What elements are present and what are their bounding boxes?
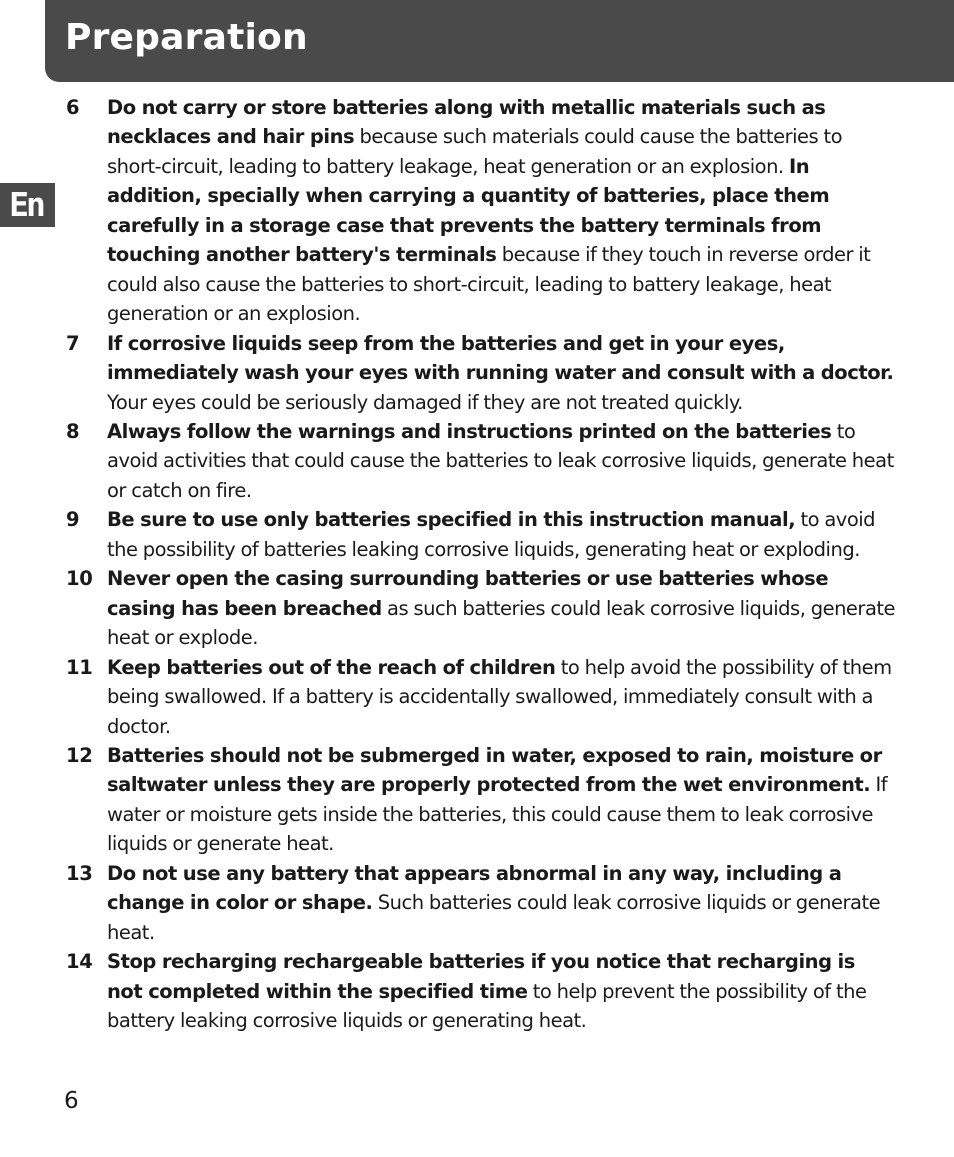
warning-item-number: 8 bbox=[66, 419, 80, 443]
warning-item-number: 6 bbox=[66, 96, 80, 119]
warning-item-text bbox=[107, 859, 896, 947]
warning-detail-text: because such materials could cause the batteries to short-circuit, leading to battery leakage, heat generation or an explosion. bbox=[107, 125, 843, 178]
warning-item-number: 11 bbox=[66, 655, 93, 679]
language-tab bbox=[0, 183, 55, 227]
page-title: Preparation bbox=[65, 17, 308, 58]
warning-detail-text: to help avoid the possibility of them being swallowed. If a battery is accidentally swallowed, immediately consult with a doctor. bbox=[107, 655, 892, 738]
warning-detail-text: to avoid the possibility of batteries leaking corrosive liquids, generating heat or exploding. bbox=[107, 508, 876, 561]
warning-item bbox=[66, 505, 896, 564]
warning-item-number: 12 bbox=[66, 743, 93, 767]
warning-item bbox=[66, 93, 896, 329]
warning-emphasis-text: Do not use any battery that appears abnormal in any way, including a change in color or shape. bbox=[107, 861, 842, 915]
warning-item-text bbox=[107, 417, 896, 505]
warning-detail-text: Your eyes could be seriously damaged if they are not treated quickly. bbox=[107, 390, 743, 414]
warning-emphasis-text: Batteries should not be submerged in water, exposed to rain, moisture or saltwater unless they are properly protected from the wet environment. bbox=[107, 743, 882, 797]
warning-item bbox=[66, 653, 896, 741]
warning-item bbox=[66, 417, 896, 505]
warning-emphasis-text: If corrosive liquids seep from the batteries and get in your eyes, immediately wash your eyes with running water and consult with a doctor. bbox=[107, 331, 894, 385]
warning-item-number: 13 bbox=[66, 861, 93, 885]
warning-item-text bbox=[107, 93, 896, 329]
warning-item-text bbox=[107, 564, 896, 652]
warning-item-number: 14 bbox=[66, 950, 93, 974]
warning-item bbox=[66, 329, 896, 417]
warning-item-number: 9 bbox=[66, 508, 80, 532]
warning-detail-text: Such batteries could leak corrosive liquids or generate heat. bbox=[107, 891, 881, 944]
warning-item-number: 10 bbox=[66, 567, 93, 591]
header-bar bbox=[45, 0, 954, 82]
warning-list bbox=[66, 93, 896, 1036]
warning-detail-text: to avoid activities that could cause the batteries to leak corrosive liquids, generate heat or catch on fire. bbox=[107, 419, 894, 502]
warning-item-text bbox=[107, 947, 896, 1035]
page-number: 6 bbox=[64, 1088, 79, 1114]
warning-item bbox=[66, 947, 896, 1035]
warning-item-text bbox=[107, 741, 896, 859]
warning-detail-text: If water or moisture gets inside the batteries, this could cause them to leak corrosive liquids or generate heat. bbox=[107, 773, 888, 856]
warning-emphasis-text: Never open the casing surrounding batteries or use batteries whose casing has been breached bbox=[107, 567, 829, 620]
warning-emphasis-text: Always follow the warnings and instructions printed on the batteries bbox=[107, 419, 832, 443]
warning-detail-text: to help prevent the possibility of the battery leaking corrosive liquids or generating heat. bbox=[107, 979, 867, 1033]
warning-item-text bbox=[107, 653, 896, 741]
warning-emphasis-text: Keep batteries out of the reach of children bbox=[107, 655, 556, 679]
warning-detail-text: as such batteries could leak corrosive liquids, generate heat or explode. bbox=[107, 596, 896, 650]
warning-item-text bbox=[107, 505, 896, 564]
warning-emphasis-text: In addition, specially when carrying a quantity of batteries, place them carefully in a storage case that prevents the battery terminals from touching another battery's terminals bbox=[107, 154, 830, 267]
warning-emphasis-text: Stop recharging rechargeable batteries if you notice that recharging is not completed within the specified time bbox=[107, 950, 855, 1003]
warning-item bbox=[66, 741, 896, 859]
language-tab-label: En bbox=[9, 185, 43, 224]
warning-detail-text: because if they touch in reverse order it could also cause the batteries to short-circuit, leading to battery leakage, heat generation or an explosion. bbox=[107, 243, 871, 326]
warning-emphasis-text: Do not carry or store batteries along with metallic materials such as necklaces and hair pins bbox=[107, 96, 826, 149]
warning-item-number: 7 bbox=[66, 331, 80, 355]
warning-item bbox=[66, 859, 896, 947]
warning-emphasis-text: Be sure to use only batteries specified in this instruction manual, bbox=[107, 508, 796, 532]
warning-item bbox=[66, 564, 896, 652]
warning-item-text bbox=[107, 329, 896, 417]
